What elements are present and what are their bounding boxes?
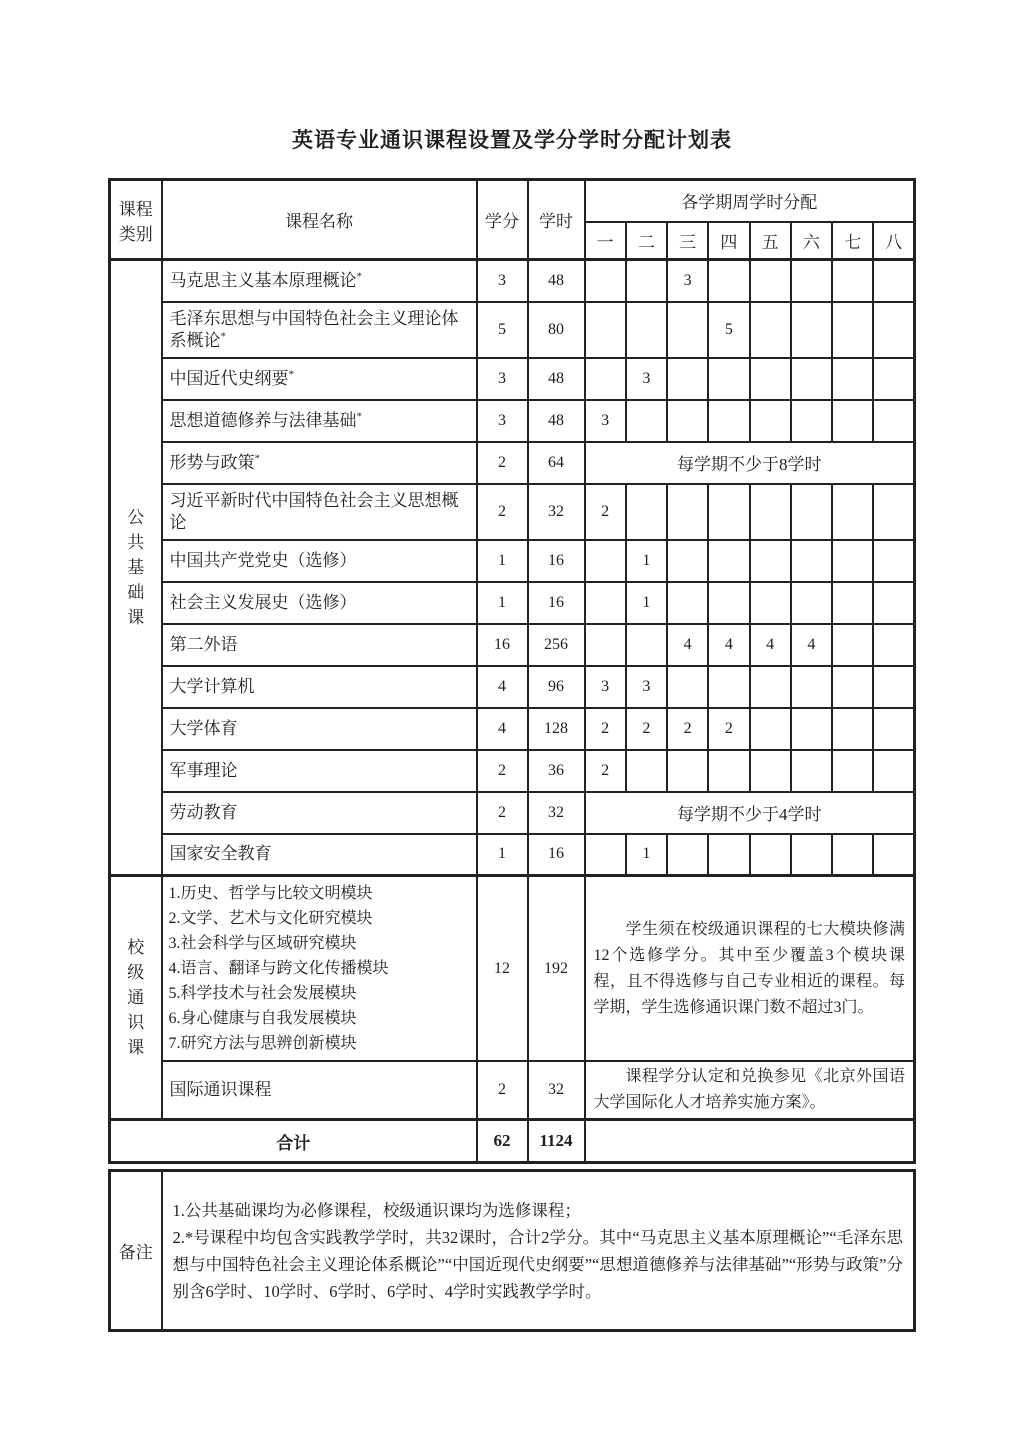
header-course-name: 课程名称 xyxy=(162,180,477,260)
module-item: 6.身心健康与自我发展模块 xyxy=(168,1010,357,1027)
sem-cell xyxy=(667,540,708,582)
module-list xyxy=(162,876,477,1062)
semester-note: 每学期不少于8学时 xyxy=(585,442,915,484)
sem-cell xyxy=(667,358,708,400)
remarks-row xyxy=(110,1171,915,1331)
sem-cell xyxy=(667,582,708,624)
sem-cell xyxy=(708,834,749,876)
hours-cell: 16 xyxy=(528,834,585,876)
remarks-body xyxy=(162,1171,915,1331)
sem-cell: 3 xyxy=(585,400,626,442)
sem-cell xyxy=(873,708,914,750)
course-name: 马克思主义基本原理概论* xyxy=(162,260,477,302)
hours-cell: 16 xyxy=(528,540,585,582)
sem-cell: 2 xyxy=(667,708,708,750)
hours-cell: 192 xyxy=(528,876,585,1062)
sem-cell xyxy=(750,400,791,442)
credits-cell: 3 xyxy=(477,260,528,302)
hours-cell: 48 xyxy=(528,358,585,400)
sem-cell xyxy=(708,582,749,624)
hours-cell: 128 xyxy=(528,708,585,750)
sem-cell xyxy=(708,666,749,708)
hours-cell: 32 xyxy=(528,484,585,540)
practice-mark: * xyxy=(356,270,362,283)
module-item: 3.社会科学与区域研究模块 xyxy=(168,935,357,952)
table-row xyxy=(110,876,915,1062)
course-name: 思想道德修养与法律基础* xyxy=(162,400,477,442)
sem-cell xyxy=(750,666,791,708)
course-name: 国际通识课程 xyxy=(162,1061,477,1120)
course-name: 社会主义发展史（选修） xyxy=(162,582,477,624)
sem-cell xyxy=(791,302,832,358)
sem-cell xyxy=(832,540,873,582)
sem-cell xyxy=(791,666,832,708)
module-rule-note: 学生须在校级通识课程的七大模块修满12个选修学分。其中至少覆盖3个模块课程，且不得选修与自己专业相近的课程。每学期，学生选修通识课门数不超过3门。 xyxy=(585,876,915,1062)
sem-cell xyxy=(791,582,832,624)
sem-cell xyxy=(750,750,791,792)
module-item: 2.文学、艺术与文化研究模块 xyxy=(168,910,373,927)
table-row xyxy=(110,358,915,400)
table-row xyxy=(110,708,915,750)
sem-cell xyxy=(667,666,708,708)
sem-cell: 3 xyxy=(585,666,626,708)
remark-line: 2.*号课程中均包含实践教学学时，共32课时，合计2学分。其中“马克思主义基本原理概论”“毛泽东思想与中国特色社会主义理论体系概论”“中国近现代史纲要”“思想道德修养与法律基础”“形势与政策”分别含6学时、10学时、6学时、6学时、4学时实践教学学时。 xyxy=(172,1227,903,1301)
course-name: 习近平新时代中国特色社会主义思想概论 xyxy=(162,484,477,540)
sem-cell xyxy=(832,358,873,400)
category-school-general: 校级通识课 xyxy=(110,876,162,1120)
header-semester-1: 一 xyxy=(585,222,626,260)
credits-cell: 4 xyxy=(477,666,528,708)
credits-cell: 2 xyxy=(477,792,528,834)
category-public-basic: 公共基础课 xyxy=(110,260,162,876)
sem-cell xyxy=(667,400,708,442)
sem-cell xyxy=(873,540,914,582)
sem-cell xyxy=(750,540,791,582)
credits-cell: 2 xyxy=(477,442,528,484)
table-row xyxy=(110,400,915,442)
credits-cell: 1 xyxy=(477,582,528,624)
sem-cell xyxy=(873,582,914,624)
course-plan-table xyxy=(108,178,916,1164)
sem-cell xyxy=(832,484,873,540)
sem-cell xyxy=(791,400,832,442)
sem-cell xyxy=(585,582,626,624)
course-name: 国家安全教育 xyxy=(162,834,477,876)
sem-cell xyxy=(873,624,914,666)
course-name: 第二外语 xyxy=(162,624,477,666)
sem-cell xyxy=(873,834,914,876)
sem-cell: 5 xyxy=(708,302,749,358)
sem-cell xyxy=(708,260,749,302)
remarks-label: 备注 xyxy=(110,1171,162,1331)
sem-cell xyxy=(791,484,832,540)
sem-cell xyxy=(873,750,914,792)
total-hours: 1124 xyxy=(528,1120,585,1163)
credits-cell: 3 xyxy=(477,400,528,442)
sem-cell: 3 xyxy=(667,260,708,302)
hours-cell: 32 xyxy=(528,1061,585,1120)
table-row xyxy=(110,624,915,666)
hours-cell: 48 xyxy=(528,260,585,302)
sem-cell xyxy=(585,302,626,358)
total-row xyxy=(110,1120,915,1163)
sem-cell xyxy=(626,302,667,358)
sem-cell: 1 xyxy=(626,582,667,624)
sem-cell: 2 xyxy=(585,708,626,750)
sem-cell: 2 xyxy=(626,708,667,750)
total-credits: 62 xyxy=(477,1120,528,1163)
header-semester-8: 八 xyxy=(873,222,914,260)
semester-note: 每学期不少于4学时 xyxy=(585,792,915,834)
sem-cell xyxy=(667,750,708,792)
sem-cell xyxy=(626,750,667,792)
sem-cell xyxy=(585,540,626,582)
sem-cell xyxy=(791,260,832,302)
sem-cell xyxy=(832,302,873,358)
credits-cell: 12 xyxy=(477,876,528,1062)
sem-cell: 1 xyxy=(626,540,667,582)
sem-cell xyxy=(750,582,791,624)
header-hours: 学时 xyxy=(528,180,585,260)
course-name: 劳动教育 xyxy=(162,792,477,834)
sem-cell xyxy=(832,582,873,624)
header-semester-3: 三 xyxy=(667,222,708,260)
header-semester-2: 二 xyxy=(626,222,667,260)
sem-cell xyxy=(832,260,873,302)
hours-cell: 48 xyxy=(528,400,585,442)
sem-cell xyxy=(626,484,667,540)
table-row xyxy=(110,484,915,540)
header-semester-6: 六 xyxy=(791,222,832,260)
header-semester-4: 四 xyxy=(708,222,749,260)
sem-cell: 1 xyxy=(626,834,667,876)
sem-cell xyxy=(626,260,667,302)
credits-cell: 2 xyxy=(477,484,528,540)
course-name: 中国近代史纲要* xyxy=(162,358,477,400)
table-row xyxy=(110,582,915,624)
sem-cell: 3 xyxy=(626,666,667,708)
hours-cell: 64 xyxy=(528,442,585,484)
course-plan xyxy=(108,178,916,1332)
sem-cell xyxy=(626,624,667,666)
sem-cell xyxy=(791,750,832,792)
sem-cell xyxy=(750,834,791,876)
sem-cell xyxy=(791,834,832,876)
sem-cell xyxy=(585,260,626,302)
table-row xyxy=(110,834,915,876)
sem-cell xyxy=(832,834,873,876)
sem-cell: 2 xyxy=(585,484,626,540)
sem-cell xyxy=(791,540,832,582)
sem-cell xyxy=(873,400,914,442)
sem-cell xyxy=(626,400,667,442)
sem-cell: 4 xyxy=(791,624,832,666)
sem-cell xyxy=(873,302,914,358)
intl-credit-note: 课程学分认定和兑换参见《北京外国语大学国际化人才培养实施方案》。 xyxy=(585,1061,915,1120)
sem-cell xyxy=(873,260,914,302)
total-empty-cell xyxy=(585,1120,915,1163)
credits-cell: 16 xyxy=(477,624,528,666)
sem-cell: 4 xyxy=(708,624,749,666)
sem-cell xyxy=(750,260,791,302)
course-name: 形势与政策* xyxy=(162,442,477,484)
credits-cell: 1 xyxy=(477,834,528,876)
hours-cell: 32 xyxy=(528,792,585,834)
sem-cell xyxy=(750,708,791,750)
remark-line: 1.公共基础课均为必修课程，校级通识课均为选修课程； xyxy=(172,1200,581,1220)
sem-cell: 2 xyxy=(708,708,749,750)
course-name: 军事理论 xyxy=(162,750,477,792)
sem-cell xyxy=(750,484,791,540)
module-item: 5.科学技术与社会发展模块 xyxy=(168,985,357,1002)
credits-cell: 5 xyxy=(477,302,528,358)
course-name: 中国共产党党史（选修） xyxy=(162,540,477,582)
credits-cell: 1 xyxy=(477,540,528,582)
practice-mark: * xyxy=(356,409,362,422)
sem-cell xyxy=(832,708,873,750)
credits-cell: 2 xyxy=(477,1061,528,1120)
table-row xyxy=(110,666,915,708)
hours-cell: 80 xyxy=(528,302,585,358)
course-name: 大学体育 xyxy=(162,708,477,750)
sem-cell xyxy=(667,302,708,358)
sem-cell xyxy=(832,624,873,666)
practice-mark: * xyxy=(220,329,226,342)
sem-cell xyxy=(708,400,749,442)
module-item: 7.研究方法与思辨创新模块 xyxy=(168,1035,357,1052)
hours-cell: 36 xyxy=(528,750,585,792)
module-item: 4.语言、翻译与跨文化传播模块 xyxy=(168,960,389,977)
table-row xyxy=(110,1061,915,1120)
table-row xyxy=(110,540,915,582)
course-name: 毛泽东思想与中国特色社会主义理论体系概论* xyxy=(162,302,477,358)
module-item: 1.历史、哲学与比较文明模块 xyxy=(168,885,373,902)
practice-mark: * xyxy=(288,367,294,380)
sem-cell xyxy=(667,834,708,876)
hours-cell: 256 xyxy=(528,624,585,666)
sem-cell xyxy=(873,358,914,400)
credits-cell: 3 xyxy=(477,358,528,400)
table-row xyxy=(110,792,915,834)
remarks-table xyxy=(108,1169,916,1332)
sem-cell xyxy=(708,540,749,582)
header-category: 课程类别 xyxy=(110,180,162,260)
sem-cell xyxy=(708,484,749,540)
sem-cell xyxy=(873,666,914,708)
header-semester-5: 五 xyxy=(750,222,791,260)
sem-cell xyxy=(791,358,832,400)
sem-cell xyxy=(832,750,873,792)
table-row xyxy=(110,260,915,302)
sem-cell xyxy=(750,358,791,400)
table-row xyxy=(110,750,915,792)
credits-cell: 4 xyxy=(477,708,528,750)
table-row xyxy=(110,442,915,484)
sem-cell: 3 xyxy=(626,358,667,400)
sem-cell: 2 xyxy=(585,750,626,792)
sem-cell xyxy=(832,666,873,708)
sem-cell: 4 xyxy=(667,624,708,666)
sem-cell: 4 xyxy=(750,624,791,666)
sem-cell xyxy=(585,624,626,666)
page-title: 英语专业通识课程设置及学分学时分配计划表 xyxy=(292,128,732,152)
sem-cell xyxy=(708,358,749,400)
credits-cell: 2 xyxy=(477,750,528,792)
sem-cell xyxy=(667,484,708,540)
header-credits: 学分 xyxy=(477,180,528,260)
header-semester-7: 七 xyxy=(832,222,873,260)
course-name: 大学计算机 xyxy=(162,666,477,708)
practice-mark: * xyxy=(254,451,260,464)
sem-cell xyxy=(791,708,832,750)
table-row xyxy=(110,302,915,358)
sem-cell xyxy=(750,302,791,358)
total-label: 合计 xyxy=(110,1120,477,1163)
hours-cell: 96 xyxy=(528,666,585,708)
hours-cell: 16 xyxy=(528,582,585,624)
sem-cell xyxy=(873,484,914,540)
sem-cell xyxy=(585,834,626,876)
sem-cell xyxy=(585,358,626,400)
header-semester-group: 各学期周学时分配 xyxy=(585,180,915,222)
sem-cell xyxy=(708,750,749,792)
sem-cell xyxy=(832,400,873,442)
